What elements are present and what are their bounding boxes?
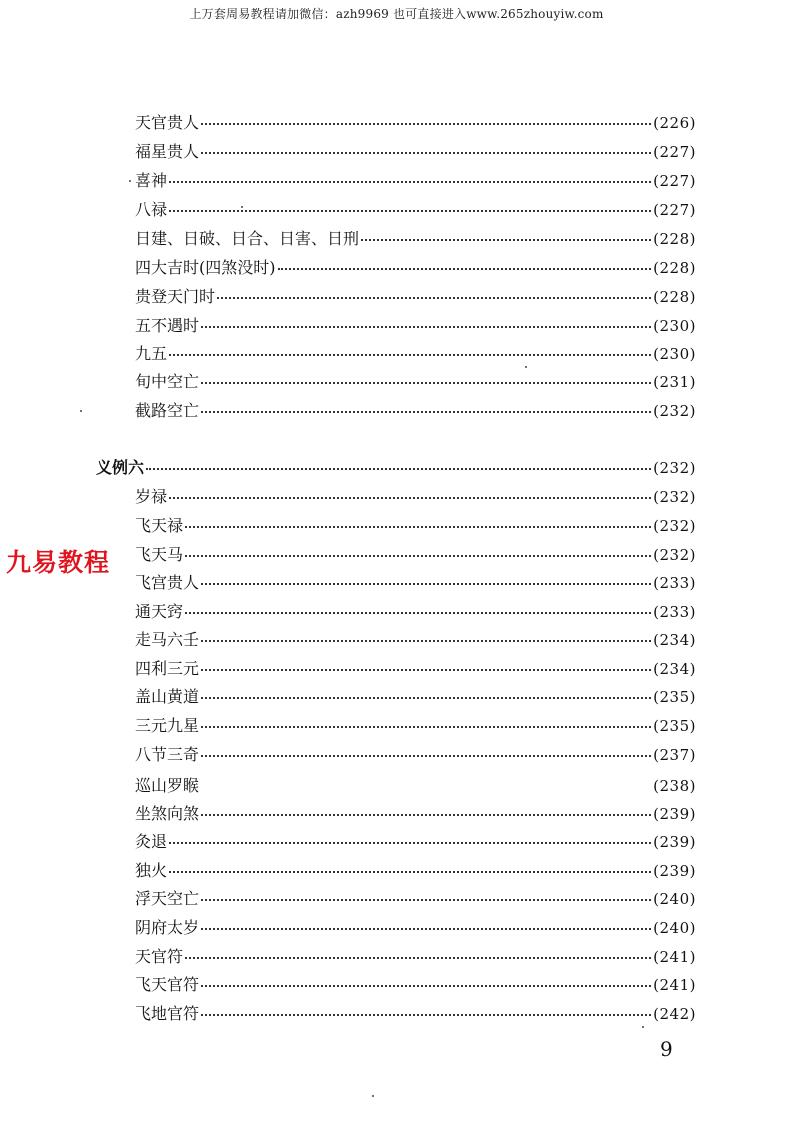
- toc-entry-page: (234): [653, 631, 696, 649]
- dot-leader: [169, 181, 651, 183]
- toc-entry-page: (233): [653, 603, 696, 621]
- toc-section-heading: [96, 456, 696, 480]
- toc-entry-page: (239): [653, 862, 696, 880]
- toc-entry-title: 灸退: [135, 832, 168, 851]
- dot-leader: [201, 123, 651, 125]
- toc-entry-title: 日建、日破、日合、日害、日刑: [135, 229, 360, 248]
- scan-speck: [642, 1026, 644, 1028]
- dot-leader: [169, 842, 651, 844]
- toc-entry: [135, 285, 696, 309]
- toc-entry-page: (226): [653, 114, 696, 132]
- toc-entry-title: 阴府太岁: [135, 918, 200, 937]
- toc-section-title: 义例六: [96, 458, 145, 477]
- toc-entry-page: (232): [653, 517, 696, 535]
- dot-leader: [201, 326, 651, 328]
- toc-entry-page: (233): [653, 574, 696, 592]
- toc-entry-title: 五不遇时: [135, 316, 200, 335]
- toc-entry: [135, 685, 696, 709]
- toc-entry: [135, 514, 696, 538]
- dot-leader: [201, 899, 651, 901]
- toc-entry-title: 喜神: [135, 171, 168, 190]
- toc-entry: [135, 774, 696, 798]
- toc-entry-page: (240): [653, 919, 696, 937]
- toc-entry: [135, 714, 696, 738]
- toc-entry: [135, 169, 696, 193]
- toc-entry-title: 飞天官符: [135, 975, 200, 994]
- toc-entry-title: 飞地官符: [135, 1004, 200, 1023]
- dot-leader: [169, 497, 651, 499]
- toc-entry-title: 八节三奇: [135, 745, 200, 764]
- scan-speck: [241, 206, 243, 208]
- toc-entry-page: (242): [653, 1005, 696, 1023]
- toc-entry-title: 旬中空亡: [135, 372, 200, 391]
- toc-entry: [135, 916, 696, 940]
- toc-entry: [135, 887, 696, 911]
- toc-entry-page: (231): [653, 373, 696, 391]
- toc-entry: [135, 342, 696, 366]
- scan-speck: [129, 180, 131, 182]
- toc-entry-page: (235): [653, 717, 696, 735]
- toc-entry-page: (241): [653, 976, 696, 994]
- toc-entry-title: 岁禄: [135, 487, 168, 506]
- toc-entry-title: 浮天空亡: [135, 889, 200, 908]
- toc-entry-title: 飞天禄: [135, 516, 184, 535]
- dot-leader: [185, 612, 651, 614]
- toc-entry-page: (232): [653, 488, 696, 506]
- toc-entry: [135, 198, 696, 222]
- toc-entry: [135, 1002, 696, 1026]
- toc-entry-page: (228): [653, 259, 696, 277]
- toc-entry-page: (232): [653, 402, 696, 420]
- toc-entry: [135, 600, 696, 624]
- toc-entry-title: 贵登天门时: [135, 287, 216, 306]
- toc-entry-title: 天官符: [135, 947, 184, 966]
- toc-entry-page: (232): [653, 459, 696, 477]
- dot-leader: [185, 555, 651, 557]
- toc-entry: [135, 571, 696, 595]
- toc-entry-title: 截路空亡: [135, 401, 200, 420]
- toc-entry-title: 四利三元: [135, 659, 200, 678]
- dot-leader: [201, 583, 651, 585]
- toc-entry-title: 四大吉时(四煞没时): [135, 258, 276, 277]
- toc-entry: [135, 743, 696, 767]
- dot-leader: [278, 268, 652, 270]
- toc-entry-page: (227): [653, 201, 696, 219]
- toc-entry-page: (230): [653, 345, 696, 363]
- dot-leader: [217, 297, 651, 299]
- dot-leader: [169, 210, 651, 212]
- dot-leader: [201, 382, 651, 384]
- toc-entry-title: 飞天马: [135, 545, 184, 564]
- toc-entry-page: (237): [653, 746, 696, 764]
- dot-leader: [201, 928, 651, 930]
- dot-leader: [201, 697, 651, 699]
- dot-leader: [201, 755, 651, 757]
- toc-entry-page: (227): [653, 172, 696, 190]
- toc-entry-page: (228): [653, 288, 696, 306]
- scan-speck: [525, 366, 527, 368]
- toc-entry: [135, 830, 696, 854]
- toc-entry: [135, 485, 696, 509]
- dot-leader: [169, 871, 651, 873]
- toc-entry-title: 独火: [135, 861, 168, 880]
- dot-leader: [201, 1014, 651, 1016]
- toc-entry: [135, 111, 696, 135]
- toc-entry-title: 巡山罗睺: [135, 776, 200, 795]
- toc-entry-page: (239): [653, 833, 696, 851]
- toc-entry: [135, 628, 696, 652]
- dot-leader: [146, 468, 651, 470]
- watermark-logo: 九易教程: [6, 548, 111, 577]
- toc-entry-title: 飞宫贵人: [135, 573, 200, 592]
- dot-leader: [201, 726, 651, 728]
- toc-entry: [135, 973, 696, 997]
- toc-entry-title: 走马六壬: [135, 630, 200, 649]
- dot-leader: [201, 152, 651, 154]
- toc-entry: [135, 802, 696, 826]
- toc-entry: [135, 859, 696, 883]
- toc-entry: [135, 256, 696, 280]
- toc-entry-title: 八禄: [135, 200, 168, 219]
- page-header-banner: 上万套周易教程请加微信：azh9969 也可直接进入www.265zhouyiw.com: [189, 7, 604, 21]
- toc-entry: [135, 945, 696, 969]
- toc-entry-title: 通天窍: [135, 602, 184, 621]
- toc-entry-page: (241): [653, 948, 696, 966]
- dot-leader: [201, 669, 651, 671]
- dot-leader: [185, 526, 651, 528]
- toc-entry-title: 三元九星: [135, 716, 200, 735]
- dot-leader: [201, 640, 651, 642]
- toc-entry-title: 天官贵人: [135, 113, 200, 132]
- toc-entry-page: (230): [653, 317, 696, 335]
- scan-speck: [372, 1095, 374, 1097]
- toc-entry-page: (232): [653, 546, 696, 564]
- dot-leader: [185, 957, 651, 959]
- toc-entry-title: 福星贵人: [135, 142, 200, 161]
- toc-entry: [135, 657, 696, 681]
- toc-entry-title: 盖山黄道: [135, 687, 200, 706]
- toc-entry: [135, 543, 696, 567]
- dot-leader: [201, 814, 651, 816]
- dot-leader: [201, 786, 651, 788]
- toc-entry-page: (234): [653, 660, 696, 678]
- toc-entry: [135, 140, 696, 164]
- toc-entry: [135, 314, 696, 338]
- toc-entry-page: (227): [653, 143, 696, 161]
- toc-entry: [135, 227, 696, 251]
- dot-leader: [201, 411, 651, 413]
- toc-entry-page: (228): [653, 230, 696, 248]
- toc-entry-page: (240): [653, 890, 696, 908]
- scan-speck: [80, 410, 82, 412]
- toc-entry-page: (239): [653, 805, 696, 823]
- toc-entry-page: (238): [653, 777, 696, 795]
- toc-entry-page: (235): [653, 688, 696, 706]
- toc-entry-title: 坐煞向煞: [135, 804, 200, 823]
- page-number: 9: [660, 1037, 673, 1061]
- dot-leader: [201, 985, 651, 987]
- dot-leader: [361, 239, 651, 241]
- toc-entry-title: 九五: [135, 344, 168, 363]
- toc-entry: [135, 370, 696, 394]
- dot-leader: [169, 354, 651, 356]
- toc-entry: [135, 399, 696, 423]
